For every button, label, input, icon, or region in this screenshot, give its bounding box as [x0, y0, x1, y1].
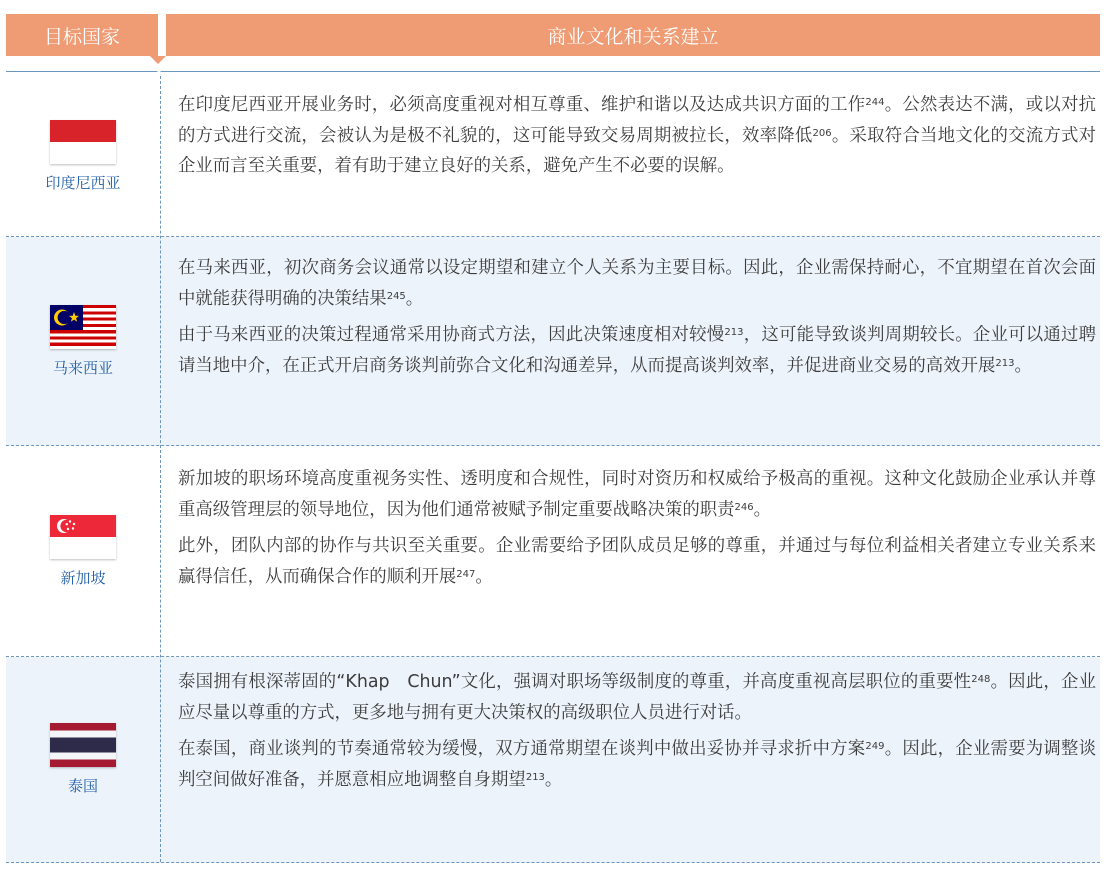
paragraph-text: 。 — [544, 769, 563, 790]
paragraph-text: 在马来西亚，初次商务会议通常以设定期望和建立个人关系为主要目标。因此，企业需保持耐心，不宜期望在首次会面中就能获得明确的决策结果 — [178, 258, 1096, 309]
malaysia-flag-icon — [50, 305, 116, 349]
country-name: 泰国 — [67, 777, 98, 795]
paragraph-text: ，这可能导致谈判周期较长。企业可以通过聘请当地中介，在正式开启商务谈判前弥合文化和沟通差异，从而提高谈判效率，并促进商业交易的高效开展 — [178, 325, 1096, 376]
table-row-thailand — [6, 657, 1100, 863]
paragraph-text: 。公然表达不满，或以对抗的方式进行交流，会被认为是极不礼貌的，这可能导致交易周期被拉长，效率降低 — [178, 95, 1096, 146]
paragraph — [178, 667, 1096, 728]
crescent-star-icon — [50, 305, 83, 330]
paragraph — [178, 531, 1096, 592]
row-text — [178, 667, 1096, 801]
singapore-flag-icon — [50, 515, 116, 559]
thailand-flag-icon — [50, 723, 116, 767]
header-divider — [6, 71, 1100, 72]
indonesia-flag-icon — [50, 120, 116, 164]
row-text — [178, 90, 1096, 188]
paragraph-text: 此外，团队内部的协作与共识至关重要。企业需要给予团队成员足够的尊重，并通过与每位利益相关者建立专业关系来赢得信任，从而确保合作的顺利开展 — [178, 536, 1096, 587]
row-text — [178, 464, 1096, 598]
footnote-ref: 245 — [386, 290, 406, 302]
paragraph-text: 。 — [475, 566, 493, 587]
column-divider — [160, 76, 161, 862]
footnote-ref: 244 — [865, 97, 885, 108]
table-row-singapore — [6, 446, 1100, 657]
footnote-ref: 213 — [525, 771, 545, 783]
country-cell — [6, 76, 160, 236]
footnote-ref: 247 — [456, 568, 476, 580]
paragraph — [178, 734, 1096, 795]
country-cell — [6, 657, 160, 862]
paragraph — [178, 90, 1096, 182]
paragraph — [178, 464, 1096, 525]
footnote-ref: 213 — [995, 357, 1015, 369]
footnote-ref: 248 — [971, 674, 991, 685]
country-name: 印度尼西亚 — [45, 173, 121, 192]
footnote-ref: 249 — [865, 741, 885, 752]
paragraph-text: 在印度尼西亚开展业务时，必须高度重视对相互尊重、维护和谐以及达成共识方面的工作 — [178, 95, 866, 115]
paragraph — [178, 320, 1096, 381]
country-cell — [6, 446, 160, 656]
paragraph-text: 由于马来西亚的决策过程通常采用协商式方法，因此决策速度相对较慢 — [178, 325, 725, 345]
table-row-malaysia — [6, 237, 1100, 446]
footnote-ref: 246 — [734, 501, 754, 513]
paragraph-text: 。 — [1014, 355, 1032, 376]
header-target-country: 目标国家 — [6, 14, 158, 56]
footnote-ref: 213 — [724, 327, 744, 338]
paragraph-text: 。采取符合当地文化的交流方式对企业而言至关重要，着有助于建立良好的关系，避免产生不必要的误解。 — [178, 125, 1096, 176]
footnote-ref: 206 — [812, 127, 832, 139]
table-row-indonesia — [6, 76, 1100, 237]
header-business-culture: 商业文化和关系建立 — [166, 14, 1100, 56]
paragraph — [178, 253, 1096, 314]
country-name: 新加坡 — [60, 568, 106, 587]
flag-canton — [50, 305, 83, 330]
country-name: 马来西亚 — [52, 358, 113, 377]
row-text — [178, 253, 1096, 387]
header-arrow-icon — [150, 56, 166, 64]
paragraph-text: 泰国拥有根深蒂固的“Khap Chun”文化，强调对职场等级制度的尊重，并高度重视高层职位的重要性 — [178, 672, 972, 692]
paragraph-text: 。 — [405, 288, 424, 309]
paragraph-text: 在泰国，商业谈判的节奏通常较为缓慢，双方通常期望在谈判中做出妥协并寻求折中方案 — [178, 739, 866, 759]
paragraph-text: 。因此，企业应尽量以尊重的方式，更多地与拥有更大决策权的高级职位人员进行对话。 — [178, 672, 1096, 723]
paragraph-text: 。 — [753, 499, 772, 520]
country-cell — [6, 237, 160, 445]
header-notch-icon — [152, 66, 166, 73]
paragraph-text: 新加坡的职场环境高度重视务实性、透明度和合规性，同时对资历和权威给予极高的重视。这种文化鼓励企业承认并尊重高级管理层的领导地位，因为他们通常被赋予制定重要战略决策的职责 — [178, 469, 1096, 520]
paragraph-text: 。因此，企业需要为调整谈判空间做好准备，并愿意相应地调整自身期望 — [178, 739, 1096, 790]
crescent-stars-icon — [50, 515, 116, 537]
